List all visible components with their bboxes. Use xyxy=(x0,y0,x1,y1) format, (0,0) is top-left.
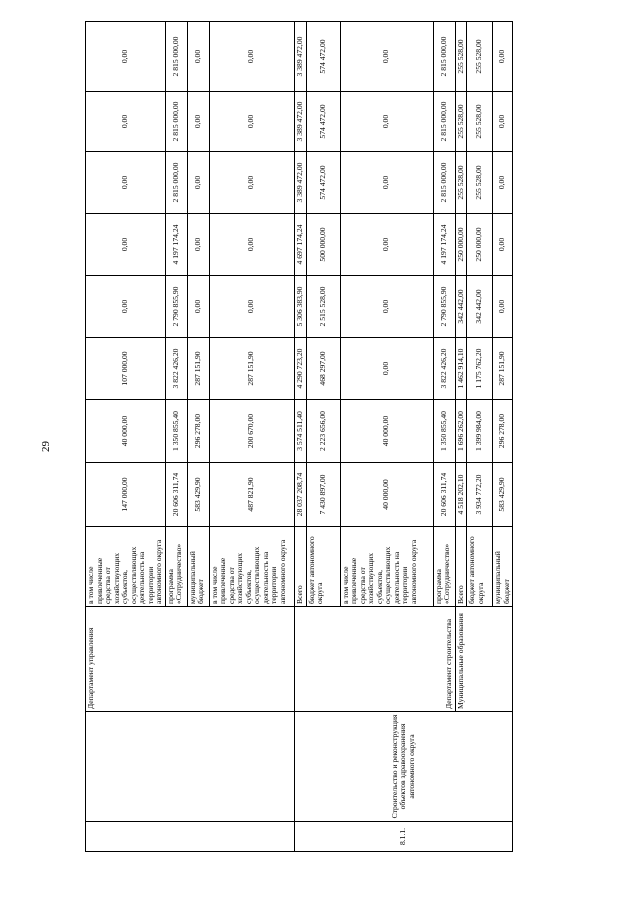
value-cell: 4 697 174,24 xyxy=(294,214,306,276)
value-cell: 1 462 914,10 xyxy=(455,338,467,400)
value-cell: 107 000,00 xyxy=(86,338,166,400)
value-cell: 0,00 xyxy=(209,22,294,92)
value-cell: 2 223 656,00 xyxy=(306,400,340,463)
row-label: муниципальный бюджет xyxy=(493,527,513,607)
empty-code-cell xyxy=(86,822,295,852)
value-cell: 0,00 xyxy=(209,92,294,152)
value-cell: 0,00 xyxy=(340,276,433,338)
value-cell: 255 528,00 xyxy=(455,22,467,92)
value-cell: 0,00 xyxy=(493,22,513,92)
value-cell: 250 000,00 xyxy=(467,214,493,276)
value-cell: 0,00 xyxy=(187,22,209,92)
value-cell: 4 518 202,10 xyxy=(455,463,467,527)
value-cell: 0,00 xyxy=(340,92,433,152)
value-cell: 2 815 000,00 xyxy=(165,22,187,92)
value-cell: 147 000,00 xyxy=(86,463,166,527)
item-name: Строительство и реконструкция объектов здравоохранения автономного округа xyxy=(294,712,513,822)
value-cell: 3 389 472,00 xyxy=(294,92,306,152)
value-cell: 200 670,00 xyxy=(209,400,294,463)
value-cell: 3 822 426,20 xyxy=(165,338,187,400)
value-cell: 2 790 855,90 xyxy=(165,276,187,338)
value-cell: 40 000,00 xyxy=(340,463,433,527)
table-row xyxy=(86,22,166,852)
value-cell: 0,00 xyxy=(86,22,166,92)
value-cell: 1 696 262,00 xyxy=(455,400,467,463)
value-cell: 255 528,00 xyxy=(467,22,493,92)
row-label: программа «Сотрудничество» xyxy=(165,527,187,607)
value-cell: 0,00 xyxy=(187,276,209,338)
row-label: муниципальный бюджет xyxy=(187,527,209,607)
rotated-table-wrapper xyxy=(85,22,511,852)
value-cell: 28 037 208,74 xyxy=(294,463,306,527)
value-cell: 1 399 984,00 xyxy=(467,400,493,463)
value-cell: 255 528,00 xyxy=(467,92,493,152)
value-cell: 1 175 762,20 xyxy=(467,338,493,400)
value-cell: 0,00 xyxy=(493,276,513,338)
value-cell: 574 472,00 xyxy=(306,152,340,214)
empty-name-cell xyxy=(86,712,295,822)
value-cell: 7 430 897,00 xyxy=(306,463,340,527)
value-cell: 287 151,90 xyxy=(187,338,209,400)
value-cell: 0,00 xyxy=(340,22,433,92)
value-cell: 287 151,90 xyxy=(209,338,294,400)
value-cell: 574 472,00 xyxy=(306,92,340,152)
value-cell: 3 389 472,00 xyxy=(294,152,306,214)
value-cell: 296 278,00 xyxy=(493,400,513,463)
value-cell: 2 790 855,90 xyxy=(433,276,455,338)
value-cell: 0,00 xyxy=(340,214,433,276)
item-code: 8.1.1. xyxy=(294,822,513,852)
row-label: Всего xyxy=(455,527,467,607)
value-cell: 0,00 xyxy=(493,152,513,214)
value-cell: 255 528,00 xyxy=(467,152,493,214)
executor-cell: Департамент строительства xyxy=(294,607,455,712)
value-cell: 1 350 855,40 xyxy=(433,400,455,463)
executor-cell: Муниципальные образования xyxy=(455,607,513,712)
value-cell: 2 815 000,00 xyxy=(165,92,187,152)
table-row xyxy=(294,22,306,852)
value-cell: 20 606 311,74 xyxy=(165,463,187,527)
value-cell: 4 197 174,24 xyxy=(165,214,187,276)
value-cell: 3 822 426,20 xyxy=(433,338,455,400)
value-cell: 0,00 xyxy=(86,214,166,276)
row-label: в том числе привлеченные средства от хозяйствующих субъектов, осуществляющих деятельность на территории автономного округа xyxy=(86,527,166,607)
value-cell: 0,00 xyxy=(209,276,294,338)
value-cell: 250 000,00 xyxy=(455,214,467,276)
value-cell: 0,00 xyxy=(187,152,209,214)
value-cell: 3 934 772,20 xyxy=(467,463,493,527)
executor-cell: Департамент управления xyxy=(86,607,295,712)
value-cell: 40 000,00 xyxy=(340,400,433,463)
row-label: в том числе привлеченные средства от хозяйствующих субъектов, осуществляющих деятельность на территории автономного округа xyxy=(340,527,433,607)
value-cell: 0,00 xyxy=(86,92,166,152)
value-cell: 2 515 528,00 xyxy=(306,276,340,338)
value-cell: 3 389 472,00 xyxy=(294,22,306,92)
value-cell: 583 429,90 xyxy=(187,463,209,527)
value-cell: 0,00 xyxy=(86,276,166,338)
value-cell: 3 574 511,40 xyxy=(294,400,306,463)
value-cell: 0,00 xyxy=(493,92,513,152)
value-cell: 0,00 xyxy=(340,338,433,400)
value-cell: 2 815 000,00 xyxy=(433,152,455,214)
value-cell: 255 528,00 xyxy=(455,92,467,152)
row-label: в том числе привлеченные средства от хозяйствующих субъектов, осуществляющих деятельность на территории автономного округа xyxy=(209,527,294,607)
value-cell: 0,00 xyxy=(340,152,433,214)
value-cell: 487 821,90 xyxy=(209,463,294,527)
value-cell: 2 815 000,00 xyxy=(433,22,455,92)
value-cell: 0,00 xyxy=(187,214,209,276)
value-cell: 468 297,00 xyxy=(306,338,340,400)
value-cell: 296 278,00 xyxy=(187,400,209,463)
row-label: бюджет автономного округа xyxy=(306,527,340,607)
value-cell: 0,00 xyxy=(187,92,209,152)
value-cell: 40 000,00 xyxy=(86,400,166,463)
value-cell: 2 815 000,00 xyxy=(165,152,187,214)
row-label: программа «Сотрудничество» xyxy=(433,527,455,607)
row-label: Всего xyxy=(294,527,306,607)
value-cell: 255 528,00 xyxy=(455,152,467,214)
value-cell: 342 442,00 xyxy=(455,276,467,338)
value-cell: 4 290 723,20 xyxy=(294,338,306,400)
value-cell: 0,00 xyxy=(86,152,166,214)
value-cell: 0,00 xyxy=(209,152,294,214)
financing-table xyxy=(85,21,513,852)
value-cell: 5 306 383,90 xyxy=(294,276,306,338)
page-number: 29 xyxy=(40,441,52,452)
value-cell: 1 350 855,40 xyxy=(165,400,187,463)
value-cell: 0,00 xyxy=(209,214,294,276)
value-cell: 20 606 311,74 xyxy=(433,463,455,527)
value-cell: 583 429,90 xyxy=(493,463,513,527)
value-cell: 287 151,90 xyxy=(493,338,513,400)
value-cell: 2 815 000,00 xyxy=(433,92,455,152)
value-cell: 574 472,00 xyxy=(306,22,340,92)
value-cell: 0,00 xyxy=(493,214,513,276)
value-cell: 500 000,00 xyxy=(306,214,340,276)
row-label: бюджет автономного округа xyxy=(467,527,493,607)
value-cell: 4 197 174,24 xyxy=(433,214,455,276)
value-cell: 342 442,00 xyxy=(467,276,493,338)
